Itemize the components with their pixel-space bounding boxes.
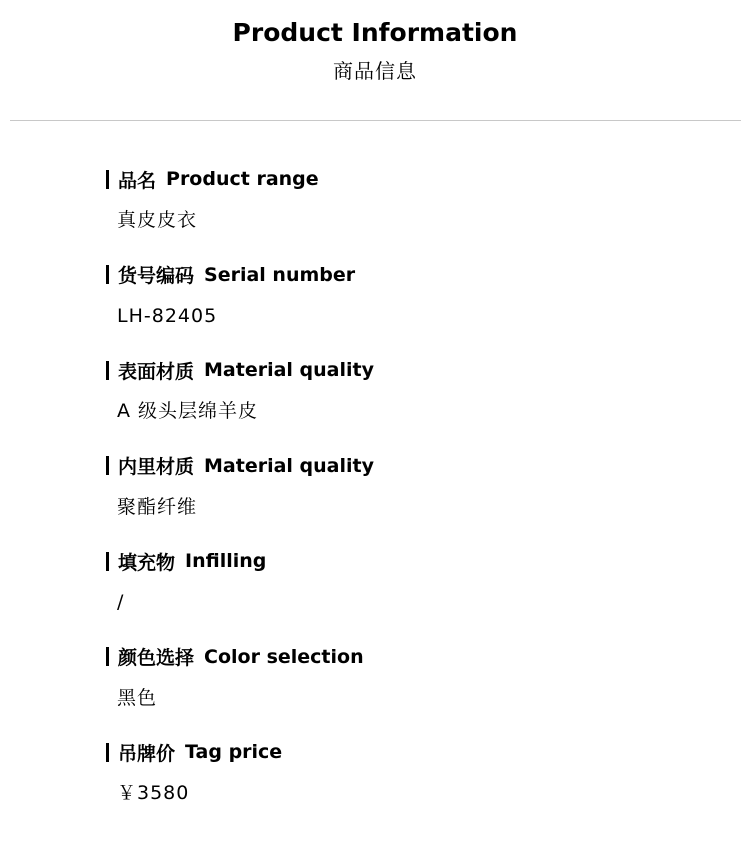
field-value: A 级头层绵羊皮 (117, 400, 259, 422)
field-label (106, 260, 706, 290)
field-serial-number (106, 260, 706, 356)
field-value: LH-82405 (117, 304, 218, 327)
label-marker-bar (106, 743, 109, 762)
field-tag-price (106, 737, 706, 833)
label-marker-bar (106, 265, 109, 284)
label-english: Color selection (204, 645, 364, 668)
page-subtitle: 商品信息 (333, 59, 417, 83)
label-english: Material quality (204, 454, 374, 477)
field-label (106, 355, 706, 385)
label-marker-bar (106, 552, 109, 571)
field-value: 真皮皮衣 (117, 209, 198, 231)
label-chinese: 颜色选择 (118, 647, 195, 669)
field-product-range (106, 164, 706, 260)
field-value: / (117, 591, 125, 613)
label-chinese: 填充物 (118, 551, 176, 574)
label-marker-bar (106, 456, 109, 475)
label-marker-bar (106, 361, 109, 380)
label-english: Serial number (204, 263, 356, 286)
field-label (106, 451, 706, 481)
field-value: ￥3580 (117, 782, 190, 804)
label-english: Product range (166, 168, 319, 190)
header-divider (10, 120, 741, 121)
field-label (106, 546, 706, 576)
field-surface-material (106, 355, 706, 451)
product-info-list (106, 164, 706, 833)
page-title: Product Information (232, 18, 518, 47)
label-english: Tag price (185, 741, 283, 763)
label-chinese: 品名 (118, 169, 157, 192)
field-label (106, 164, 706, 194)
label-english: Infilling (185, 550, 267, 572)
label-chinese: 货号编码 (118, 265, 195, 287)
label-chinese: 吊牌价 (118, 742, 176, 765)
field-value: 黑色 (117, 686, 158, 709)
field-color-selection (106, 642, 706, 738)
field-infilling (106, 546, 706, 642)
field-lining-material (106, 451, 706, 547)
label-marker-bar (106, 647, 109, 666)
label-chinese: 表面材质 (118, 360, 195, 383)
label-chinese: 内里材质 (118, 456, 195, 478)
label-marker-bar (106, 170, 109, 189)
field-label (106, 737, 706, 767)
label-english: Material quality (204, 359, 374, 381)
field-value: 聚酯纤维 (117, 495, 198, 518)
page-header (0, 0, 750, 85)
field-label (106, 642, 706, 672)
